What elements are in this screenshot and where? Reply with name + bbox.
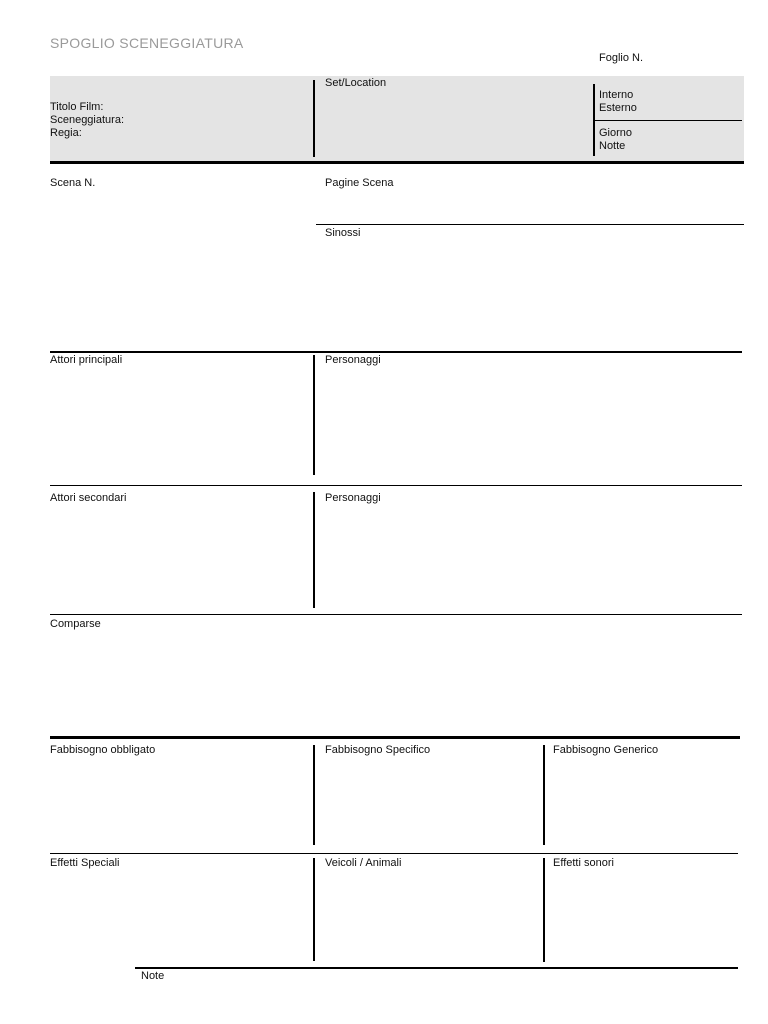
form-title: SPOGLIO SCENEGGIATURA — [50, 35, 244, 51]
main-cast-rule — [50, 351, 742, 353]
extras-rule — [50, 614, 742, 615]
notes-label: Note — [141, 970, 165, 982]
screenplay-label: Sceneggiatura: — [50, 114, 124, 126]
main-characters-label: Personaggi — [325, 354, 381, 366]
needs-divider-left — [313, 745, 315, 845]
director-label: Regia: — [50, 127, 82, 139]
effects-divider-right — [543, 858, 545, 962]
header-bottom-rule — [50, 161, 744, 164]
exterior-label: Esterno — [599, 102, 637, 114]
scene-pages-rule — [316, 224, 744, 225]
vehicles-animals-label: Veicoli / Animali — [325, 857, 402, 869]
interior-label: Interno — [599, 89, 634, 101]
needs-divider-right — [543, 745, 545, 845]
header-divider-left — [313, 80, 315, 157]
supporting-cast-divider — [313, 492, 315, 608]
sheet-number-label: Foglio N. — [599, 52, 644, 64]
needs-rule — [50, 736, 740, 739]
day-label: Giorno — [599, 127, 633, 139]
mandatory-needs-label: Fabbisogno obbligato — [50, 744, 156, 756]
notes-rule — [135, 967, 738, 969]
header-section — [50, 76, 744, 162]
extras-label: Comparse — [50, 618, 101, 630]
synopsis-label: Sinossi — [325, 227, 361, 239]
sound-effects-label: Effetti sonori — [553, 857, 614, 869]
generic-needs-label: Fabbisogno Generico — [553, 744, 659, 756]
specific-needs-label: Fabbisogno Specifico — [325, 744, 431, 756]
film-title-label: Titolo Film: — [50, 101, 104, 113]
effects-rule — [50, 853, 738, 854]
main-cast-divider — [313, 355, 315, 475]
main-actors-label: Attori principali — [50, 354, 123, 366]
scene-pages-label: Pagine Scena — [325, 177, 394, 189]
night-label: Notte — [599, 140, 626, 152]
int-ext-divider — [594, 120, 742, 121]
supporting-actors-label: Attori secondari — [50, 492, 127, 504]
scene-number-label: Scena N. — [50, 177, 96, 189]
special-effects-label: Effetti Speciali — [50, 857, 120, 869]
set-location-label: Set/Location — [325, 77, 387, 89]
supporting-cast-rule — [50, 485, 742, 486]
supporting-characters-label: Personaggi — [325, 492, 381, 504]
effects-divider-left — [313, 858, 315, 961]
